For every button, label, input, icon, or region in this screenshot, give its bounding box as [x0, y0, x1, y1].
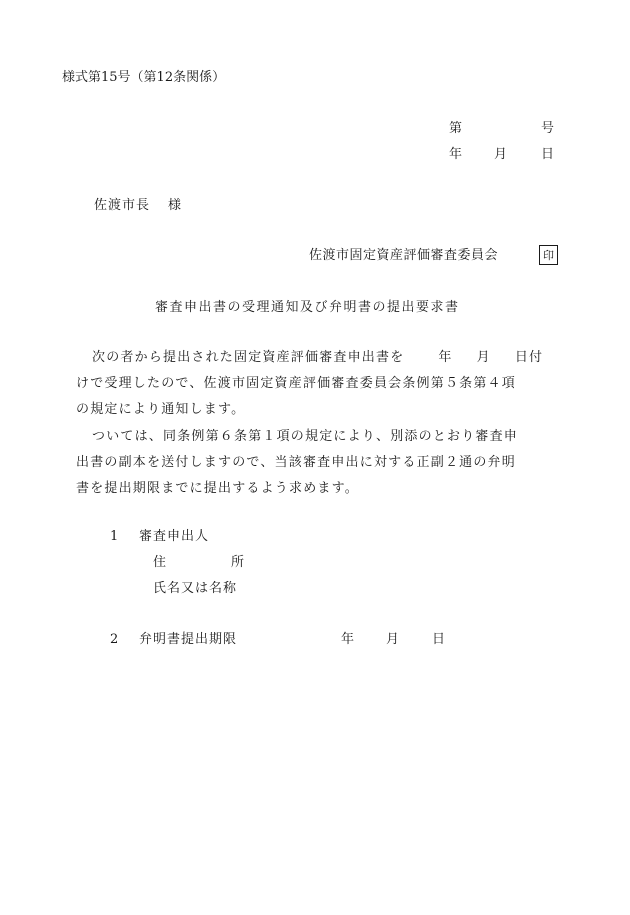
seal-stamp: 印	[539, 245, 558, 265]
issue-date-year: 年	[449, 147, 463, 162]
document-number-label: 第	[449, 121, 463, 136]
body-paragraph-2	[76, 424, 566, 502]
address-label-part2: 所	[231, 555, 245, 570]
body-line	[76, 345, 566, 371]
address-label-part1: 住	[153, 555, 167, 570]
body-line: けで受理したので、佐渡市固定資産評価審査委員会条例第５条第４項	[76, 376, 516, 391]
item-label-applicant: 審査申出人	[139, 529, 210, 544]
body-line: ついては、同条例第６条第１項の規定により、別添のとおり審査申	[92, 429, 519, 444]
received-date-day: 日付	[514, 350, 544, 365]
deadline-month: 月	[386, 632, 400, 647]
item-label-deadline: 弁明書提出期限	[139, 632, 238, 647]
document-number-suffix: 号	[541, 121, 555, 136]
addressee-honorific: 様	[168, 198, 183, 213]
issue-date-day: 日	[541, 147, 555, 162]
addressee-name: 佐渡市長	[94, 198, 151, 213]
form-number: 様式第15号（第12条関係）	[62, 70, 226, 85]
document-title: 審査申出書の受理通知及び弁明書の提出要求書	[155, 300, 460, 315]
body-text: 次の者から提出された固定資産評価審査申出書を	[92, 350, 405, 365]
body-line: の規定により通知します。	[76, 402, 246, 417]
sender-name: 佐渡市固定資産評価審査委員会	[309, 248, 499, 263]
issue-date-month: 月	[494, 147, 508, 162]
body-line: 書を提出期限までに提出するよう求めます。	[76, 481, 359, 496]
item-number: 2	[110, 632, 119, 647]
received-date-month: 月	[476, 350, 491, 365]
received-date-year: 年	[438, 350, 453, 365]
addressee	[94, 199, 182, 212]
deadline-year: 年	[341, 632, 355, 647]
deadline-day: 日	[432, 632, 446, 647]
body-paragraph-1	[76, 345, 566, 423]
item-number: 1	[110, 529, 119, 544]
body-line: 出書の副本を送付しますので、当該審査申出に対する正副２通の弁明	[76, 455, 516, 470]
name-label: 氏名又は名称	[153, 581, 238, 596]
